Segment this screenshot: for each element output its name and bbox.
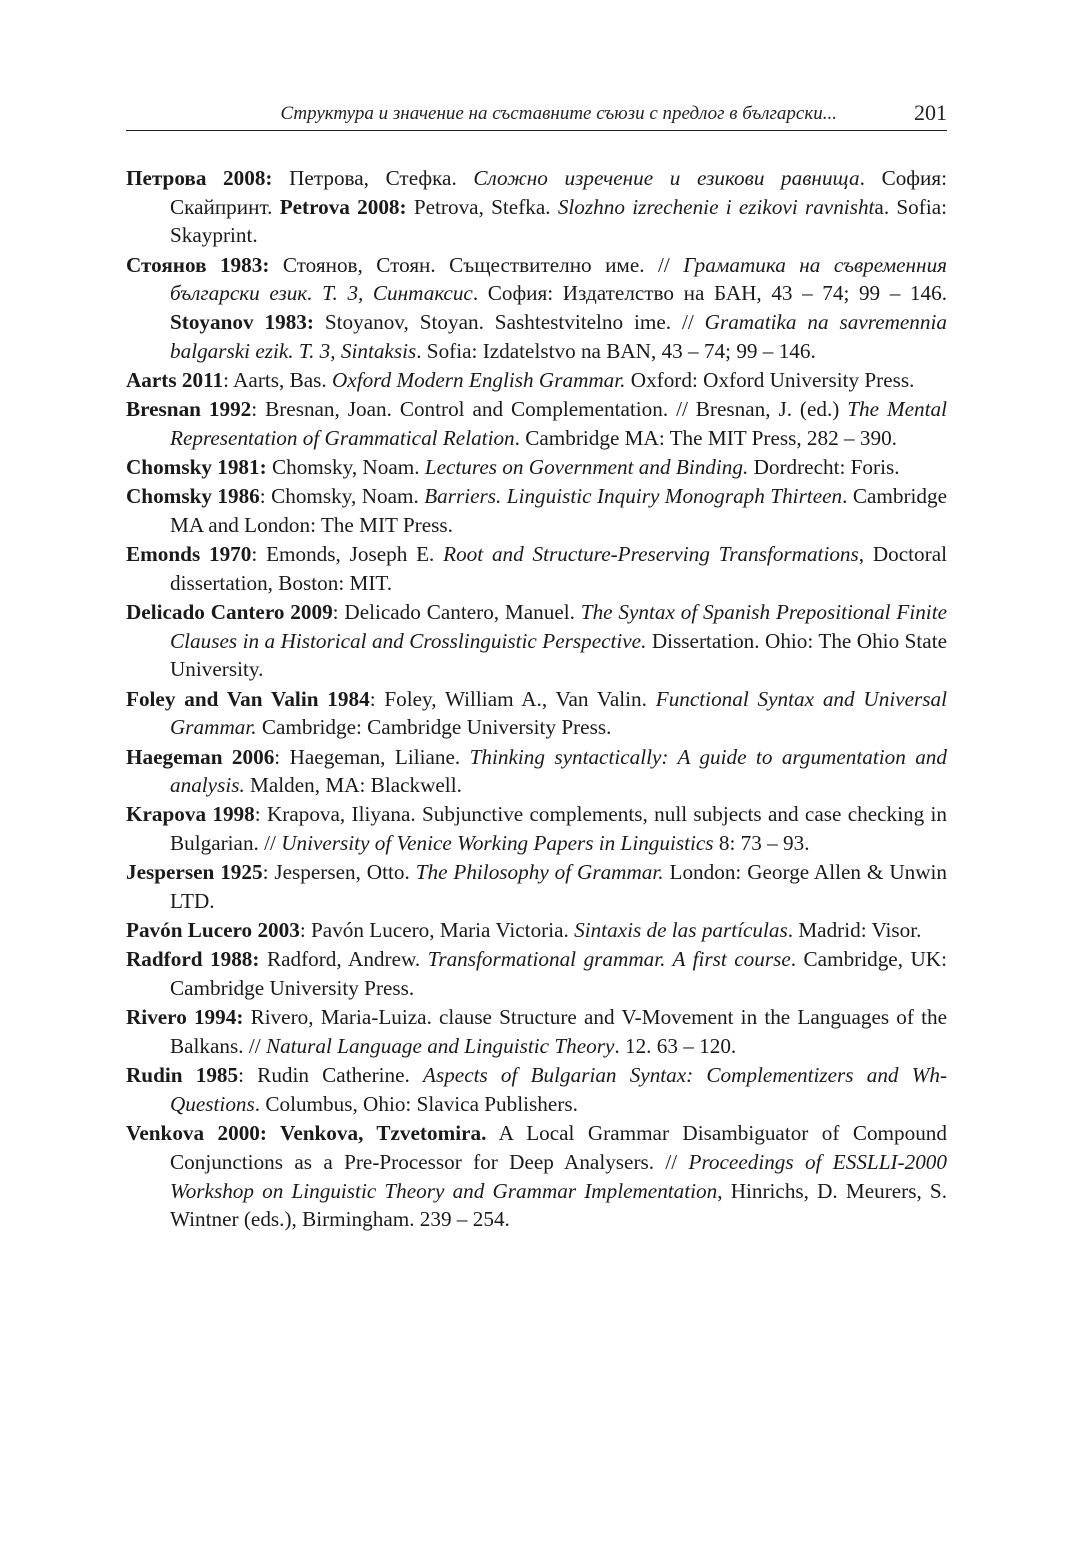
reference-key: Aarts 2011 [126,367,224,392]
reference-text: Stoyanov, Stoyan. Sashtestvitelno ime. // [313,310,705,335]
reference-text: . Sofia: Izdatelstvo na BAN, 43 – 74; 99 – 146. [416,338,816,363]
reference-title: Root and Structure-Preserving Transformations [443,542,859,567]
reference-text: Malden, MA: Blackwell. [244,773,462,798]
reference-title: Lectures on Government and Binding. [424,455,749,480]
reference-entry [126,366,947,395]
reference-text: Chomsky, Noam. [266,455,425,480]
reference-entry [126,164,947,250]
reference-entry [126,743,947,800]
reference-title: The Philosophy of Grammar. [415,860,664,885]
reference-title: Oxford Modern English Grammar. [331,367,626,392]
reference-key: Rivero 1994: [126,1005,244,1030]
reference-list [126,164,947,1235]
reference-text: . Cambridge MA and London: The MIT Press. [170,484,947,537]
reference-text: : Chomsky, Noam. [259,484,425,509]
reference-entry [126,1003,947,1060]
reference-key: Venkova 2000: Venkova, Tzvetomira. [126,1121,487,1146]
reference-text: . Cambridge MA: The MIT Press, 282 – 390. [514,425,897,450]
reference-key: Rudin 1985 [126,1063,239,1088]
reference-title: Thinking syntactically: A guide to argumentation and analysis. [170,744,947,798]
reference-text: London: George Allen & Unwin LTD. [170,860,948,914]
reference-entry [126,685,947,742]
reference-title: The Mental Representation of Grammatical Relation [170,397,947,450]
reference-text: Oxford: Oxford University Press. [625,367,915,392]
reference-key: Stoyanov 1983: [170,310,314,335]
reference-text: . Columbus, Ohio: Slavica Publishers. [254,1092,578,1116]
page-number: 201 [914,100,947,125]
reference-title: Transformational grammar. A first course [427,947,791,972]
reference-text: Rivero, Maria-Luiza. clause Structure and V-Movement in the Languages of the Balkans. // [170,1005,948,1059]
reference-text: , Doctoral dissertation, Boston: MIT. [170,542,947,595]
reference-entry [126,395,947,452]
running-title: Структура и значение на съставните съюзи с предлог в български... [280,103,837,124]
reference-text: 8: 73 – 93. [713,831,810,856]
reference-title: Slozhno izrechenie i ezikovi ravnisht [557,194,875,219]
reference-text: : Pavón Lucero, Maria Victoria. [299,918,575,943]
reference-key: Pavón Lucero 2003 [126,918,300,943]
reference-title: Сложно изречение и езикови равнища [473,166,860,190]
reference-entry [126,251,947,366]
reference-key: Petrova 2008: [279,194,407,219]
reference-key: Bresnan 1992 [126,397,252,422]
reference-title: Gramatika na savremennia balgarski ezik. T. 3, Sintaksis [170,310,947,363]
reference-title: The Syntax of Spanish Prepositional Finite Clauses in a Historical and Crosslinguistic Perspective. [170,600,947,653]
reference-text: : Haegeman, Liliane. [274,744,470,769]
reference-text: . 12. 63 – 120. [614,1034,737,1059]
reference-text: Petrova, Stefka. [406,194,558,219]
reference-title: Natural Language and Linguistic Theory [265,1034,615,1059]
reference-entry [126,800,947,857]
reference-text: Dordrecht: Foris. [748,455,900,480]
reference-key: Chomsky 1981: [126,455,267,480]
reference-text: Cambridge: Cambridge University Press. [256,715,612,740]
reference-text: . Madrid: Visor. [787,918,922,943]
reference-title: University of Venice Working Papers in Linguistics [281,831,714,856]
reference-entry [126,945,947,1002]
reference-text: a. Sofia: Skayprint. [170,194,947,248]
running-header [126,100,947,131]
reference-title: Граматика на съвременния български език. Т. 3, Синтаксис [170,252,948,306]
reference-text: . София: Издателство на БАН, 43 – 74; 99 – 146. [472,281,947,306]
reference-text: Петрова, Стефка. [272,166,474,190]
reference-entry [126,453,947,482]
reference-key: Jespersen 1925 [126,860,263,885]
reference-entry [126,1119,947,1234]
reference-text: Стоянов, Стоян. Съществително име. // [269,252,684,277]
reference-text: Radford, Andrew. [259,947,428,972]
reference-key: Radford 1988: [126,947,260,972]
reference-entry [126,916,947,945]
reference-text: A Local Grammar Disambiguator of Compound Conjunctions as a Pre-Processor for Deep Analysers. // [170,1121,947,1174]
reference-entry [126,540,947,597]
reference-key: Delicado Cantero 2009 [126,600,333,625]
reference-text: : Delicado Cantero, Manuel. [332,600,581,625]
reference-key: Krapova 1998 [126,802,255,827]
reference-text: , Hinrichs, D. Meurers, S. Wintner (eds.), Birmingham. 239 – 254. [170,1178,947,1232]
reference-title: Barriers. Linguistic Inquiry Monograph Thirteen [424,484,843,509]
reference-text: : Krapova, Iliyana. Subjunctive complements, null subjects and case checking in Bulgarian. // [170,802,947,856]
reference-key: Chomsky 1986 [126,484,260,509]
reference-title: Sintaxis de las partículas [574,918,788,943]
reference-entry [126,598,947,684]
reference-text: : Bresnan, Joan. Control and Complementation. // Bresnan, J. (ed.) [251,397,848,422]
reference-key: Haegeman 2006 [126,744,275,769]
reference-key: Стоянов 1983: [126,252,270,277]
reference-text: : Jespersen, Otto. [262,860,416,885]
reference-text: Dissertation. Ohio: The Ohio State University. [170,628,947,682]
reference-title: Functional Syntax and Universal Grammar. [170,686,947,740]
reference-text: : Foley, William A., Van Valin. [369,686,656,711]
reference-title: Proceedings of ESSLLI-2000 Workshop on Linguistic Theory and Grammar Implementation [170,1149,947,1203]
reference-entry [126,858,947,915]
reference-key: Foley and Van Valin 1984 [126,686,370,711]
reference-key: Emonds 1970 [126,542,252,567]
reference-text: : Emonds, Joseph E. [251,542,444,567]
reference-title: Aspects of Bulgarian Syntax: Complementizers and Wh-Questions [170,1063,947,1116]
reference-text: . Cambridge, UK: Cambridge University Press. [170,947,947,1001]
reference-entry [126,1061,947,1118]
reference-key: Петрова 2008: [126,166,273,190]
reference-entry [126,482,947,539]
reference-text: : Rudin Catherine. [238,1063,424,1088]
reference-text: . София: Скайпринт. [170,166,947,219]
reference-text: : Aarts, Bas. [223,367,332,392]
